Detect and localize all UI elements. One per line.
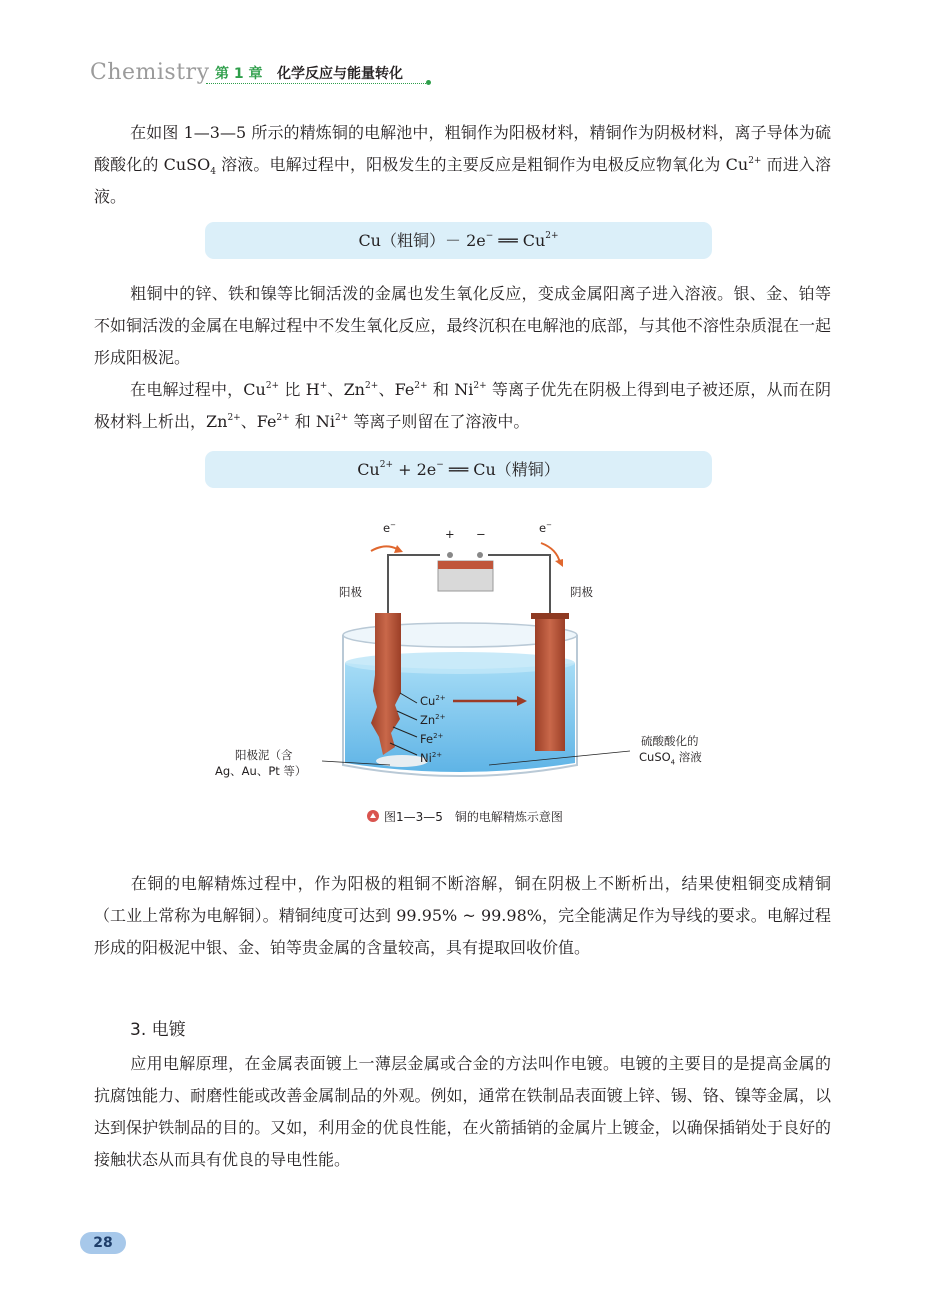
ion-label-ni: $Ni^{2+}$: [420, 751, 443, 765]
electron-arrow-left: [371, 546, 397, 551]
header-rule: [206, 83, 426, 84]
battery-cap: [438, 561, 493, 569]
battery-terminal-negative: [477, 552, 483, 558]
cathode-top: [531, 613, 569, 619]
chapter-number: 第 1 章: [215, 66, 263, 82]
paragraph-refining-result: 在铜的电解精炼过程中，作为阳极的粗铜不断溶解，铜在阴极上不断析出，结果使粗铜变成精铜（工业上常称为电解铜）。精铜纯度可达到 99.95% ~ 99.98%，完全能满足作为导线的要求。电解过程形成的阳极泥中银、金、铂等贵金属的含量较高，具有提取回收价值。: [94, 874, 831, 957]
minus-sign: −: [476, 527, 486, 541]
cathode-label: 阴极: [570, 585, 593, 599]
header-dot: [426, 80, 431, 85]
page-number: 28: [80, 1232, 126, 1254]
paragraph-cathode: 在电解过程中，$Cu^{2+}$ 比 H+、$Zn^{2+}$、$Fe^{2+}$ 和 $Ni^{2+}$ 等离子优先在阴极上得到电子被还原，从而在阴极材料上析出，$Zn^{2+}$、$Fe^{2+}$ 和 $Ni^{2+}$ 等离子则留在了溶液中。: [94, 380, 831, 431]
solution-label-line2: CuSO$_4$ 溶液: [639, 750, 702, 767]
ion-label-cu: $Cu^{2+}$: [420, 694, 446, 708]
solution-label-line1: 硫酸酸化的: [641, 734, 699, 748]
ion-label-fe: $Fe^{2+}$: [420, 732, 444, 746]
electrolysis-figure: [205, 515, 712, 824]
electron-arrow-right-head: [555, 559, 563, 567]
caption-triangle-icon: [367, 810, 379, 822]
equation-cathode: $Cu^{2+} + 2e^-$ ══ Cu（精铜）: [205, 451, 712, 488]
paragraph-anode-intro: 在如图 1—3—5 所示的精炼铜的电解池中，粗铜作为阳极材料，精铜作为阴极材料，离子导体为硫酸酸化的 CuSO$_4$ 溶液。电解过程中，阳极发生的主要反应是粗铜作为电极反应物氧化为 $Cu^{2+}$ 而进入溶液。: [94, 123, 831, 206]
paragraph-electroplating: 应用电解原理，在金属表面镀上一薄层金属或合金的方法叫作电镀。电镀的主要目的是提高金属的抗腐蚀能力、耐磨性能或改善金属制品的外观。例如，通常在铁制品表面镀上锌、锡、铬、镍等金属，以达到保护铁制品的目的。又如，利用金的优良性能，在火箭插销的金属片上镀金，以确保插销处于良好的接触状态从而具有优良的导电性能。: [94, 1054, 831, 1169]
equation-anode: Cu（粗铜）－ 2e− ══ $Cu^{2+}$: [205, 222, 712, 259]
plus-sign: +: [445, 527, 455, 541]
paragraph-impurities: 粗铜中的锌、铁和镍等比铜活泼的金属也发生氧化反应，变成金属阳离子进入溶液。银、金、铂等不如铜活泼的金属在电解过程中不发生氧化反应，最终沉积在电解池的底部，与其他不溶性杂质混在一起形成阳极泥。: [94, 284, 831, 367]
anode-mud-label-line1: 阳极泥（含: [235, 748, 293, 762]
section-heading-electroplating: 3. 电镀: [130, 1020, 186, 1040]
page-header: [90, 58, 430, 88]
anode-label: 阳极: [339, 585, 362, 599]
wire-right: [488, 555, 550, 615]
battery-terminal-positive: [447, 552, 453, 558]
anode-mud-label-line2: Ag、Au、Pt 等）: [215, 764, 307, 778]
ion-label-zn: $Zn^{2+}$: [420, 713, 446, 727]
cathode-electrode: [535, 613, 565, 751]
electron-label-left: e−: [383, 521, 396, 535]
brand-title: Chemistry: [90, 60, 210, 85]
chapter-title: 化学反应与能量转化: [277, 66, 403, 82]
figure-caption: 图1—3—5 铜的电解精炼示意图: [384, 810, 563, 824]
electron-label-right: e−: [539, 521, 552, 535]
